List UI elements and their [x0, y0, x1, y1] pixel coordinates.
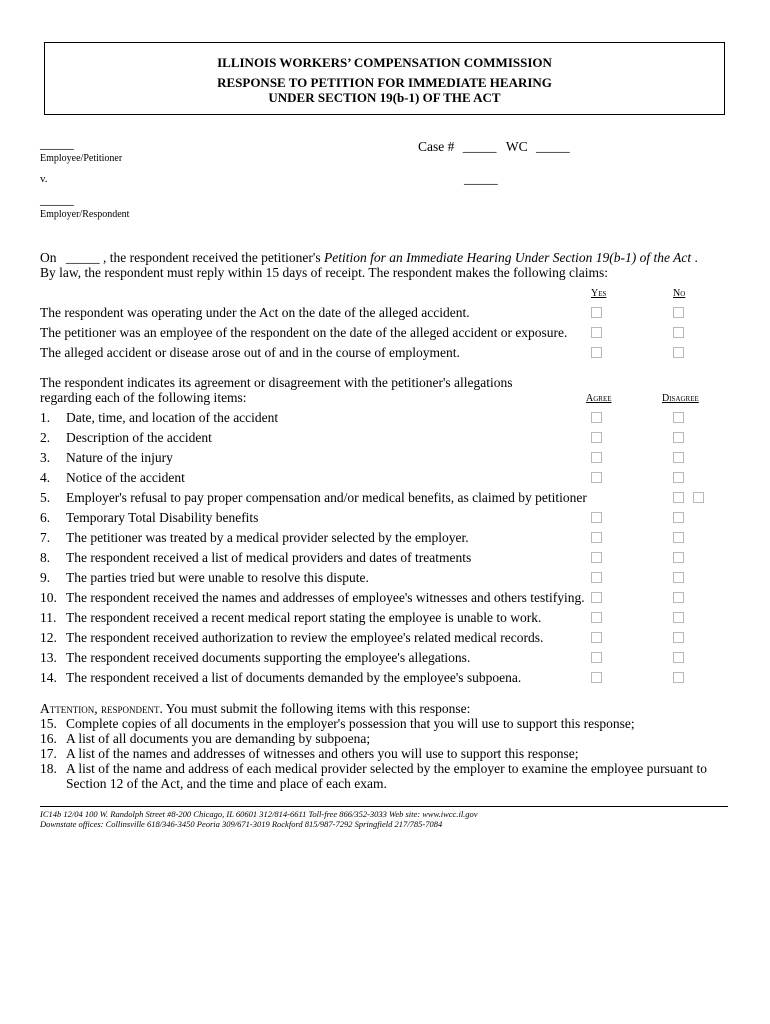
claim-2-no-checkbox[interactable] [673, 327, 684, 338]
allegation-11-disagree-checkbox[interactable] [673, 612, 684, 623]
allegations-intro-1: The respondent indicates its agreement or disagreement with the petitioner's allegations [40, 375, 513, 390]
allegation-number: 7. [40, 530, 51, 545]
attention-item-text: A list of all documents you are demanding by subpoena; [66, 731, 371, 746]
attention-item-number: 16. [40, 731, 57, 746]
allegation-5-disagree-checkbox[interactable] [693, 492, 704, 503]
case-number-field[interactable]: _____ [462, 139, 497, 154]
allegation-8-agree-checkbox[interactable] [591, 552, 602, 563]
allegation-1-agree-checkbox[interactable] [591, 412, 602, 423]
allegation-3-disagree-checkbox[interactable] [673, 452, 684, 463]
claim-item: The respondent was operating under the Act on the date of the alleged accident. [40, 305, 470, 320]
employee-petitioner-label: Employee/Petitioner [40, 153, 123, 164]
allegation-7-disagree-checkbox[interactable] [673, 532, 684, 543]
allegation-number: 2. [40, 430, 51, 445]
allegation-9-agree-checkbox[interactable] [591, 572, 602, 583]
allegation-text: Description of the accident [66, 430, 212, 445]
allegation-13-agree-checkbox[interactable] [591, 652, 602, 663]
footer-divider [40, 806, 728, 807]
allegation-text: The respondent received authorization to review the employee's related medical records. [66, 630, 544, 645]
wc-label: WC [505, 139, 528, 154]
allegation-13-disagree-checkbox[interactable] [673, 652, 684, 663]
employer-name-field[interactable]: _____ [40, 192, 74, 207]
allegation-text: Employer's refusal to pay proper compensation and/or medical benefits, as claimed by petitioner [66, 490, 587, 505]
allegation-number: 5. [40, 490, 51, 505]
attention-text: . You must submit the following items with this response: [159, 701, 471, 716]
employer-respondent-label: Employer/Respondent [40, 209, 130, 220]
claim-1-yes-checkbox[interactable] [591, 307, 602, 318]
claim-item: The petitioner was an employee of the respondent on the date of the alleged accident or exposure. [40, 325, 568, 340]
allegation-14-agree-checkbox[interactable] [591, 672, 602, 683]
attention-item-text: A list of the name and address of each medical provider selected by the employer to examine the employee pursuant to [66, 761, 708, 776]
footer-address: IC14b 12/04 100 W. Randolph Street #8-200 Chicago, IL 60601 312/814-6611 Toll-free 866/352-3033 Web site: www.iwcc.il.gov [40, 809, 478, 819]
on-label: On [40, 250, 57, 265]
allegation-12-disagree-checkbox[interactable] [673, 632, 684, 643]
allegation-text: Date, time, and location of the accident [66, 410, 279, 425]
versus-label: v. [40, 173, 48, 185]
allegation-4-agree-checkbox[interactable] [591, 472, 602, 483]
allegation-text: Temporary Total Disability benefits [66, 510, 259, 525]
allegation-number: 3. [40, 450, 51, 465]
allegation-number: 10. [40, 590, 57, 605]
form-title: RESPONSE TO PETITION FOR IMMEDIATE HEARING [217, 75, 552, 90]
allegation-number: 6. [40, 510, 51, 525]
yes-column-header: Yes [591, 288, 607, 299]
allegation-text: The respondent received a list of medical providers and dates of treatments [66, 550, 472, 565]
allegation-number: 4. [40, 470, 51, 485]
intro-line-2: By law, the respondent must reply within 15 days of receipt. The respondent makes the following claims: [40, 265, 609, 280]
allegation-number: 1. [40, 410, 51, 425]
case-label: Case # [418, 139, 455, 154]
allegation-1-disagree-checkbox[interactable] [673, 412, 684, 423]
claim-1-no-checkbox[interactable] [673, 307, 684, 318]
case-number-row [418, 139, 570, 155]
allegation-number: 12. [40, 630, 57, 645]
allegation-14-disagree-checkbox[interactable] [673, 672, 684, 683]
allegation-7-agree-checkbox[interactable] [591, 532, 602, 543]
allegation-text: The respondent received documents supporting the employee's allegations. [66, 650, 471, 665]
secondary-case-field[interactable]: _____ [464, 171, 498, 186]
attention-label: Attention, respondent [40, 701, 160, 716]
agree-column-header: Agree [586, 393, 612, 404]
claim-2-yes-checkbox[interactable] [591, 327, 602, 338]
employee-name-field[interactable]: _____ [40, 136, 74, 151]
form-subtitle: UNDER SECTION 19(b-1) OF THE ACT [268, 90, 501, 105]
allegation-number: 8. [40, 550, 51, 565]
allegation-5-agree-checkbox[interactable] [673, 492, 684, 503]
claim-3-yes-checkbox[interactable] [591, 347, 602, 358]
title-box [44, 42, 725, 115]
allegation-text: The respondent received a list of documents demanded by the employee's subpoena. [66, 670, 522, 685]
claim-3-no-checkbox[interactable] [673, 347, 684, 358]
attention-item-number: 15. [40, 716, 57, 731]
allegation-text: The parties tried but were unable to resolve this dispute. [66, 570, 369, 585]
allegation-text: Notice of the accident [66, 470, 185, 485]
allegation-text: Nature of the injury [66, 450, 173, 465]
allegation-6-agree-checkbox[interactable] [591, 512, 602, 523]
footer-downstate-offices: Downstate offices: Collinsville 618/346-3450 Peoria 309/671-3019 Rockford 815/987-7292 Springfield 217/785-7084 [40, 819, 443, 829]
allegation-number: 11. [40, 610, 57, 625]
intro-text-a: , the respondent received the petitioner's [99, 250, 324, 265]
allegation-2-disagree-checkbox[interactable] [673, 432, 684, 443]
commission-title: ILLINOIS WORKERS’ COMPENSATION COMMISSION [217, 55, 552, 70]
allegation-text: The respondent received a recent medical report stating the employee is unable to work. [66, 610, 542, 625]
allegation-9-disagree-checkbox[interactable] [673, 572, 684, 583]
no-column-header: No [673, 288, 686, 299]
allegation-number: 9. [40, 570, 51, 585]
attention-item-continuation: Section 12 of the Act, and the time and place of each exam. [66, 776, 387, 791]
wc-number-field[interactable]: _____ [536, 139, 570, 154]
attention-item-text: A list of the names and addresses of witnesses and others you will use to support this response; [66, 746, 579, 761]
allegation-2-agree-checkbox[interactable] [591, 432, 602, 443]
intro-text-b: . [691, 250, 698, 265]
attention-item-number: 17. [40, 746, 57, 761]
attention-item-text: Complete copies of all documents in the employer's possession that you will use to support this response; [66, 716, 635, 731]
intro-line-1 [40, 250, 698, 266]
allegation-8-disagree-checkbox[interactable] [673, 552, 684, 563]
attention-item-number: 18. [40, 761, 57, 776]
allegation-number: 13. [40, 650, 57, 665]
allegation-text: The respondent received the names and addresses of employee's witnesses and others testifying. [66, 590, 585, 605]
claim-item: The alleged accident or disease arose out of and in the course of employment. [40, 345, 460, 360]
allegation-10-disagree-checkbox[interactable] [673, 592, 684, 603]
allegation-text: The petitioner was treated by a medical provider selected by the employer. [66, 530, 469, 545]
petition-title: Petition for an Immediate Hearing Under Section 19(b-1) of the Act [323, 250, 692, 265]
allegation-6-disagree-checkbox[interactable] [673, 512, 684, 523]
allegations-intro-2: regarding each of the following items: [40, 390, 247, 405]
allegation-number: 14. [40, 670, 57, 685]
disagree-column-header: Disagree [662, 393, 699, 404]
receipt-date-field[interactable]: _____ [65, 250, 100, 265]
allegation-12-agree-checkbox[interactable] [591, 632, 602, 643]
allegation-4-disagree-checkbox[interactable] [673, 472, 684, 483]
allegation-10-agree-checkbox[interactable] [591, 592, 602, 603]
allegation-11-agree-checkbox[interactable] [591, 612, 602, 623]
attention-line [40, 701, 470, 717]
allegation-3-agree-checkbox[interactable] [591, 452, 602, 463]
